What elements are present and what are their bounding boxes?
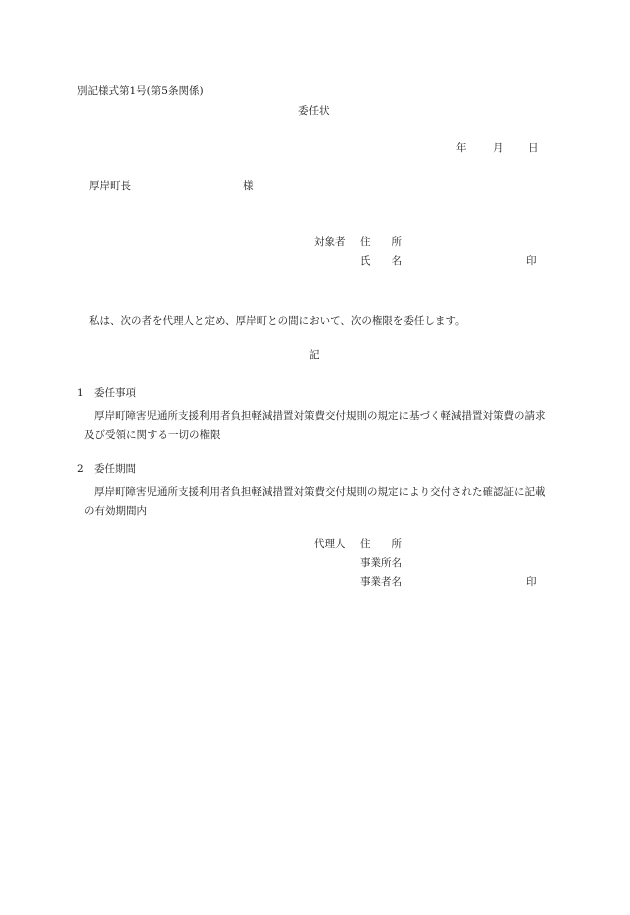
item1-number: 1 bbox=[77, 387, 84, 399]
subject-address-label: 住 所 bbox=[360, 236, 402, 248]
item2-text: 厚岸町障害児通所支援利用者負担軽減措置対策費交付規則の規定により交付された確認証に記載の有効期間内 bbox=[84, 486, 546, 517]
document-title: 委任状 bbox=[298, 105, 330, 117]
body-text: 私は、次の者を代理人と定め、厚岸町との間において、次の権限を委任します。 bbox=[89, 315, 466, 327]
item1-text: 厚岸町障害児通所支援利用者負担軽減措置対策費交付規則の規定に基づく軽減措置対策費の請求及び受領に関する一切の権限 bbox=[84, 410, 546, 441]
addressee-name: 厚岸町長 bbox=[89, 180, 131, 192]
agent-heading: 代理人 bbox=[314, 538, 346, 550]
item1-heading: 委任事項 bbox=[94, 387, 136, 399]
item2-heading: 委任期間 bbox=[94, 463, 136, 475]
ki-heading: 記 bbox=[309, 349, 320, 361]
agent-operator-label: 事業者名 bbox=[360, 576, 402, 588]
agent-address-label: 住 所 bbox=[360, 538, 402, 550]
date-month-label: 月 bbox=[493, 142, 504, 154]
subject-heading: 対象者 bbox=[314, 236, 346, 248]
addressee-honorific: 様 bbox=[243, 180, 254, 192]
form-number: 別記様式第1号(第5条関係) bbox=[77, 85, 204, 97]
subject-name-label: 氏 名 bbox=[360, 255, 402, 267]
date-day-label: 日 bbox=[528, 142, 539, 154]
subject-seal: 印 bbox=[526, 255, 537, 267]
date-year-label: 年 bbox=[456, 142, 467, 154]
item2-number: 2 bbox=[77, 463, 84, 475]
agent-office-label: 事業所名 bbox=[360, 557, 402, 569]
agent-seal: 印 bbox=[526, 576, 537, 588]
